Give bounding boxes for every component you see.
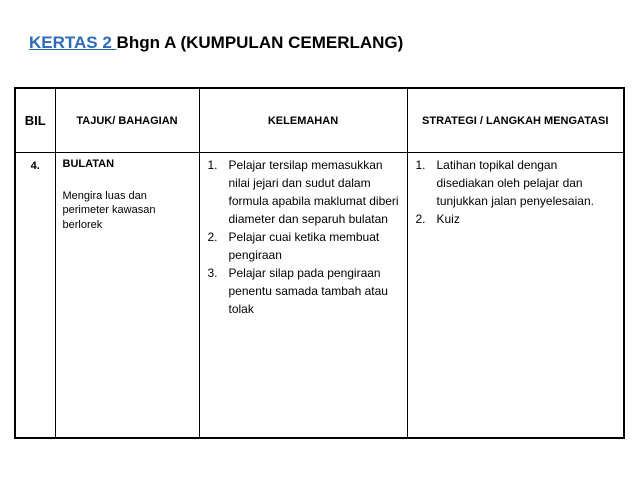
list-item: 3. Pelajar silap pada pengiraan penentu samada tambah atau tolak [207, 266, 388, 316]
kelemahan-list [200, 153, 407, 318]
table-header-row [15, 88, 624, 153]
list-item: 2. Kuiz [415, 212, 460, 226]
table-row [15, 153, 624, 439]
tajuk-desc: Mengira luas dan perimeter kawasan berlorek [62, 190, 156, 231]
list-item: 1. Pelajar tersilap memasukkan nilai jejari dan sudut dalam formula apabila maklumat diberi diameter dan separuh bulatan [207, 158, 399, 226]
analysis-table [14, 87, 625, 439]
page-title [29, 33, 403, 53]
list-item: 2. Pelajar cuai ketika membuat pengiraan [207, 230, 380, 262]
header-tajuk: TAJUK/ BAHAGIAN [55, 88, 199, 153]
header-bil: BIL [15, 88, 55, 153]
row-strategi [407, 153, 624, 439]
title-rest: Bhgn A (KUMPULAN CEMERLANG) [116, 33, 404, 52]
list-item: 1. Latihan topikal dengan disediakan oleh pelajar dan tunjukkan jalan penyelesaian. [415, 158, 594, 208]
tajuk-title: BULATAN [62, 158, 115, 170]
title-kertas: KERTAS 2 [29, 33, 117, 52]
strategi-list [408, 153, 624, 228]
row-kelemahan [199, 153, 407, 439]
header-strategi: STRATEGI / LANGKAH MENGATASI [407, 88, 624, 153]
row-tajuk [55, 153, 199, 439]
header-kelemahan: KELEMAHAN [199, 88, 407, 153]
row-bil: 4. [15, 153, 55, 439]
